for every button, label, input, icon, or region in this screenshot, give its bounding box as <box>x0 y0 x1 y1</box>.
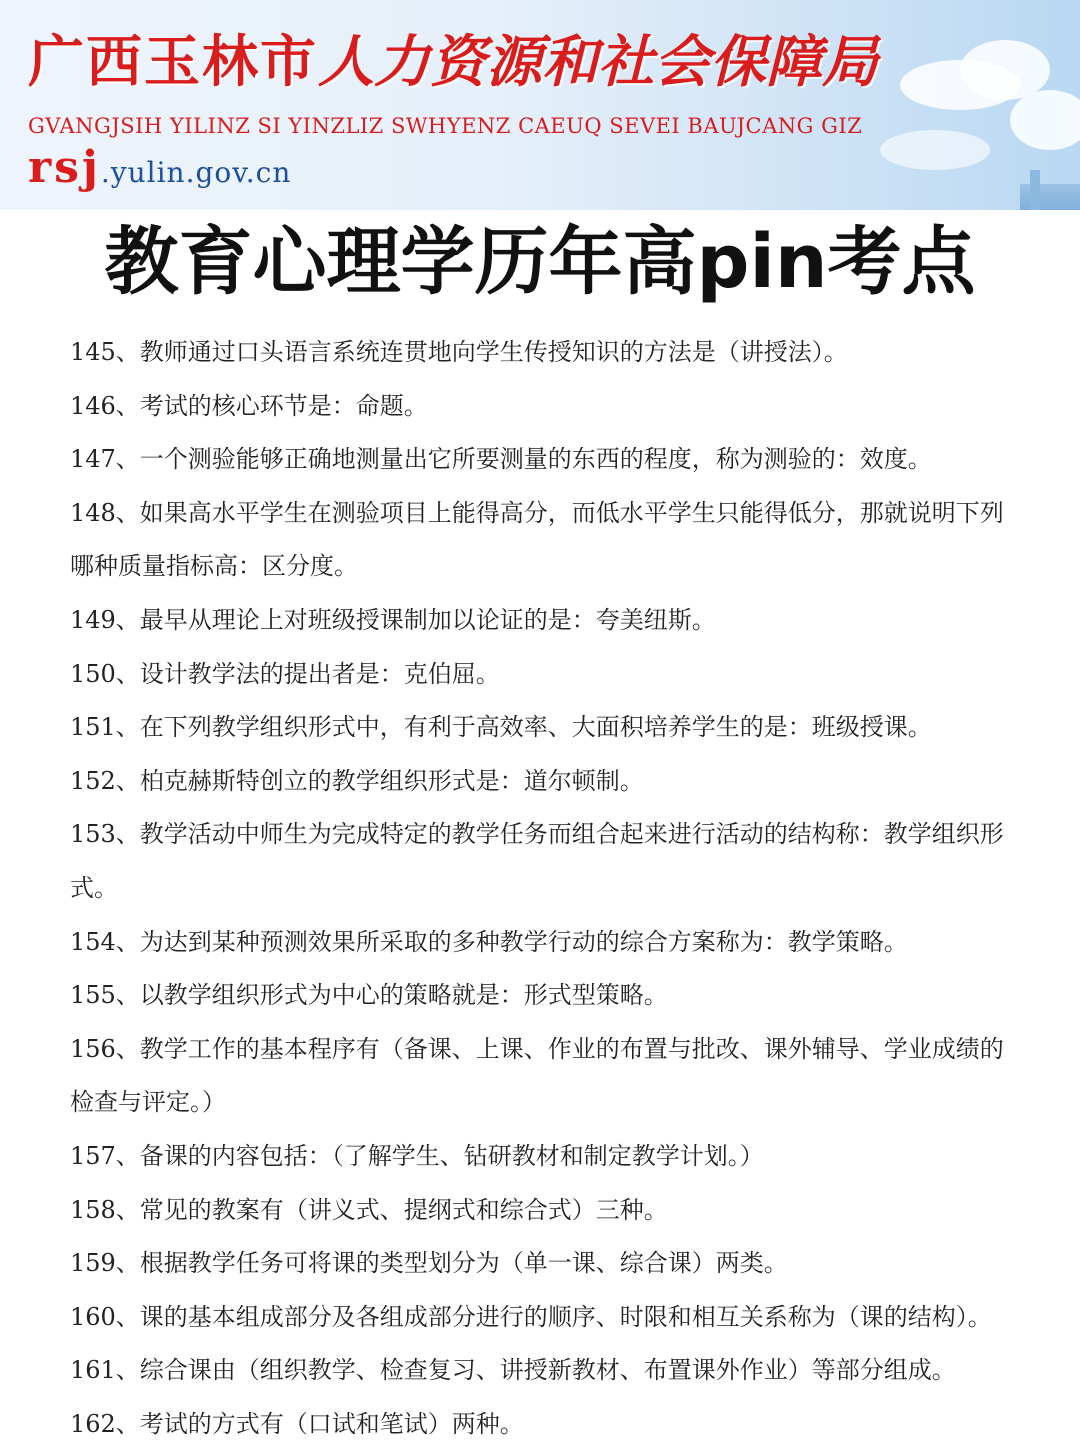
skyline-decoration <box>1030 170 1040 210</box>
agency-name-suffix: 人力资源和社会保障局 <box>318 29 878 95</box>
agency-name-prefix: 广西玉林市 <box>28 29 318 95</box>
list-item: 146、考试的核心环节是：命题。 <box>70 391 428 420</box>
list-item: 148、如果高水平学生在测验项目上能得高分，而低水平学生只能得低分，那就说明下列哪种质量指标高：区分度。 <box>70 498 1004 581</box>
list-item: 159、根据教学任务可将课的类型划分为（单一课、综合课）两类。 <box>70 1249 788 1278</box>
list-item: 152、柏克赫斯特创立的教学组织形式是：道尔顿制。 <box>70 766 644 795</box>
agency-name <box>28 30 878 94</box>
list-item: 157、备课的内容包括：（了解学生、钻研教材和制定教学计划。） <box>70 1141 764 1170</box>
list-item: 149、最早从理论上对班级授课制加以论证的是：夸美纽斯。 <box>70 605 716 634</box>
cloud-decoration <box>880 130 990 170</box>
site-url-domain: .yulin.gov.cn <box>100 156 292 189</box>
cloud-decoration <box>1010 90 1080 150</box>
agency-name-zhuang: GVANGJSIH YILINZ SI YINZLIZ SWHYENZ CAEUQ SEVEI BAUJCANG GIZ <box>28 114 863 138</box>
agency-banner <box>0 0 1080 210</box>
list-item: 153、教学活动中师生为完成特定的教学任务而组合起来进行活动的结构称：教学组织形式。 <box>70 820 1004 902</box>
site-url[interactable] <box>28 140 291 205</box>
list-item: 156、教学工作的基本程序有（备课、上课、作业的布置与批改、课外辅导、学业成绩的检查与评定。） <box>70 1034 1004 1117</box>
list-item: 161、综合课由（组织教学、检查复习、讲授新教材、布置课外作业）等部分组成。 <box>70 1356 956 1385</box>
list-item: 145、教师通过口头语言系统连贯地向学生传授知识的方法是（讲授法）。 <box>70 338 848 366</box>
list-item: 150、设计教学法的提出者是：克伯屈。 <box>70 659 500 688</box>
list-item: 160、课的基本组成部分及各组成部分进行的顺序、时限和相互关系称为（课的结构）。 <box>70 1302 992 1331</box>
list-item: 162、考试的方式有（口试和笔试）两种。 <box>70 1409 524 1438</box>
site-url-prefix: rsj <box>28 142 101 193</box>
exam-points-list <box>70 326 1010 1451</box>
list-item: 158、常见的教案有（讲义式、提纲式和综合式）三种。 <box>70 1195 668 1224</box>
list-item: 154、为达到某种预测效果所采取的多种教学行动的综合方案称为：教学策略。 <box>70 927 908 956</box>
page-title: 教育心理学历年高pin考点 <box>104 219 976 305</box>
skyline-decoration <box>1020 184 1080 210</box>
list-item: 147、一个测验能够正确地测量出它所要测量的东西的程度，称为测验的：效度。 <box>70 445 932 474</box>
list-item: 155、以教学组织形式为中心的策略就是：形式型策略。 <box>70 981 668 1010</box>
list-item: 151、在下列教学组织形式中，有利于高效率、大面积培养学生的是：班级授课。 <box>70 713 932 742</box>
